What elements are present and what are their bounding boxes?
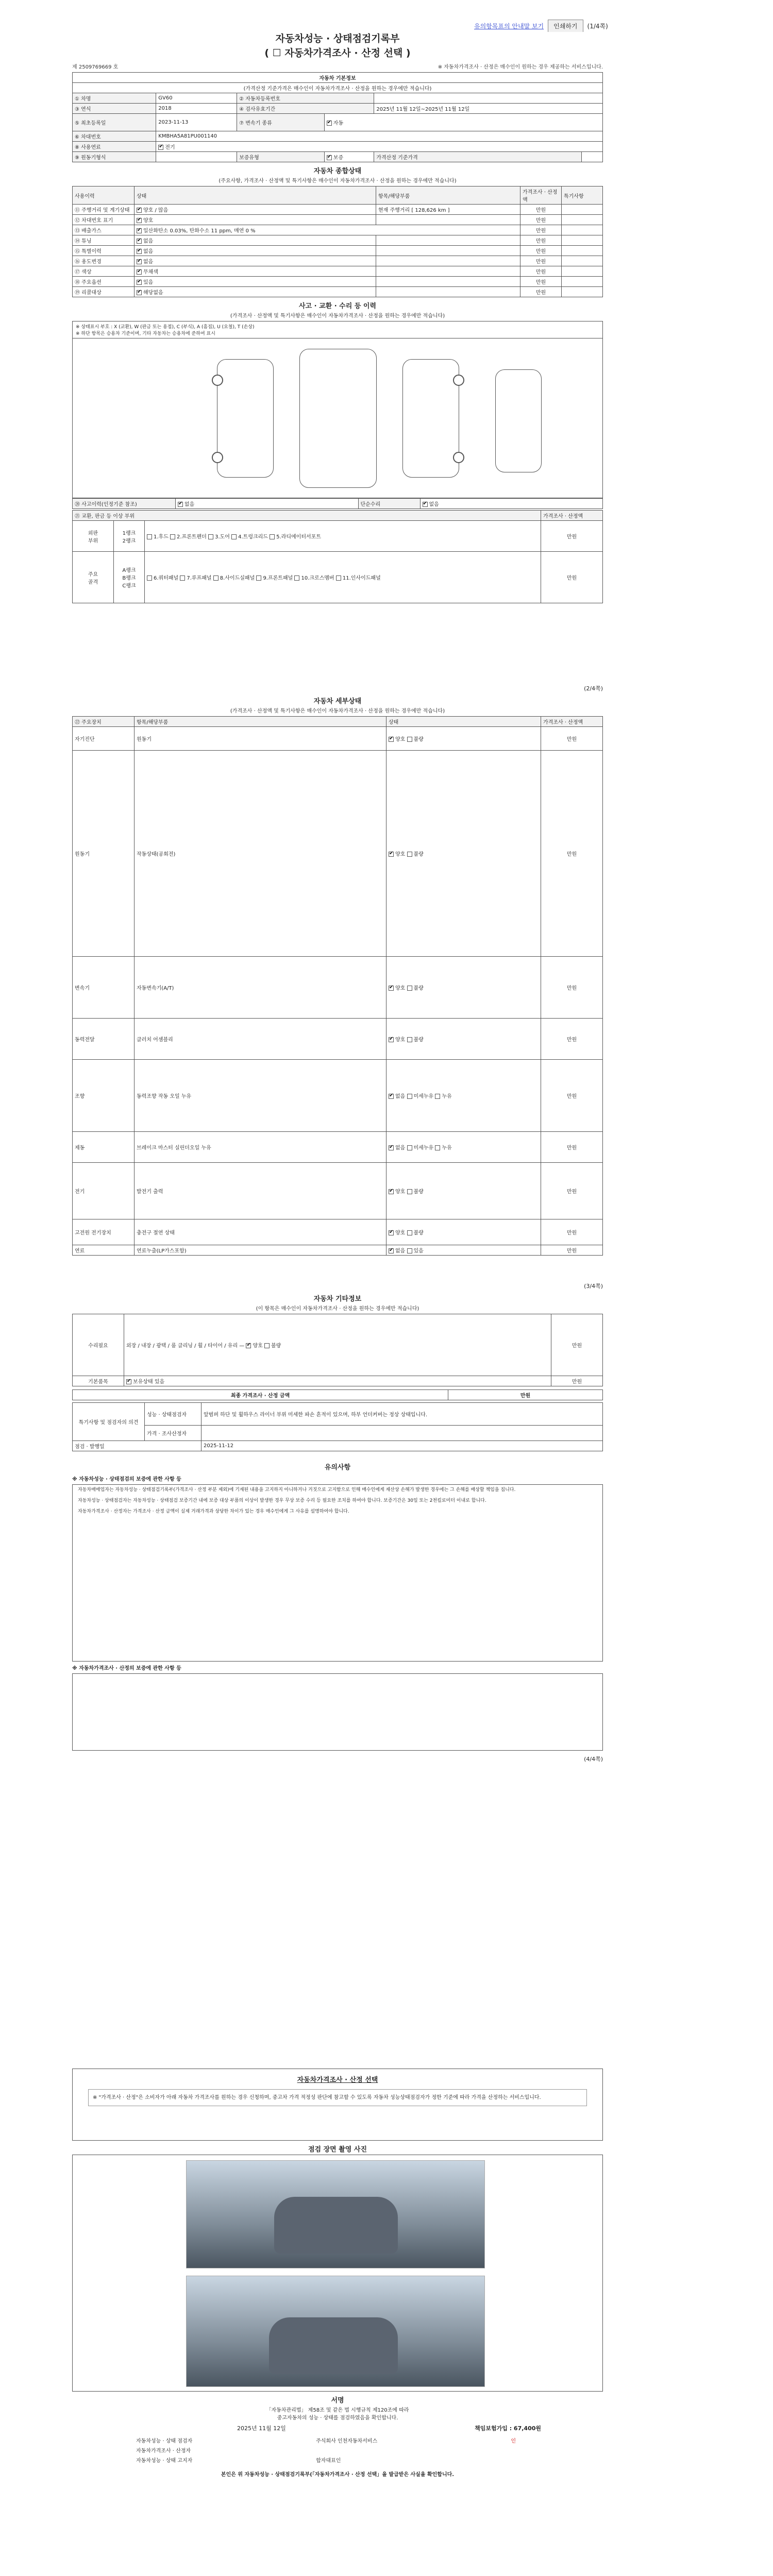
status-table: 사용이력 상태 항목/해당부품 가격조사 · 산정액 특기사항 ⑪ 주행거리 및 계기상태 ✔ 양호 / 많음 현재 주행거리 [ 128,626 km ] 만원 ⑫ 차대번호 표기 ✔ 양호 만원 ⑬ 배출가스 ✔ 일산화탄소 0.03%, 탄화수소 11 ppm, 매연 0 % 만원 ⑭ 튜닝 ✔ 없음 만원 ⑮ 특별이력 ✔ 없음 만원 ⑯ 용도변경 ✔ 없음 만원 ⑰ 색상 ✔ 무채색 만원 ⑱ 주요옵션 ✔ 있음 만원 ⑲ 리콜대상 ✔ 해당없음 만원 <box>72 186 603 297</box>
photo-area <box>72 2155 603 2392</box>
etc-table: 수리필요 외장 / 내장 / 광택 / 룸 클리닝 / 휠 / 타이어 / 유리 — ✔양호 불량 만원 기본품목 ✔ 보유상태 있음 만원 <box>72 1314 603 1386</box>
car-frame <box>495 369 542 472</box>
doc-title: 자동차성능 · 상태점검기록부 <box>275 33 400 44</box>
sign-title: 서명 <box>331 2397 344 2404</box>
car-top <box>299 349 377 488</box>
seal: 인 <box>511 2438 516 2444</box>
page-2-number: (2/4쪽) <box>584 685 603 692</box>
fuel-cell <box>156 142 603 152</box>
basic-info-table <box>72 72 603 162</box>
valid-period: 2025년 11월 12일~2025년 11월 12일 <box>374 104 603 114</box>
special-label: 특기사항 및 점검자의 의견 <box>73 1403 145 1441</box>
sign-date-row <box>72 2421 603 2435</box>
accident-legend: ※ 상태표시 부호 : X (교환), W (판금 또는 용접), C (부식), A (흠집), U (요철), T (손상) <box>76 325 255 330</box>
fee-label: 책임보험가입 : 67,400원 <box>475 2425 541 2432</box>
doc-number: 제 2509769669 호 <box>72 64 119 70</box>
accident-legend-2: ※ 하단 항목은 승용차 기준이며, 기타 자동차는 승용차에 준하여 표시 <box>76 331 215 336</box>
issue-date: 2025-11-12 <box>201 1441 603 1451</box>
auto-checkbox <box>327 121 332 126</box>
notice-heading-2: ※ 자동차가격조사 · 산정의 보증에 관한 사항 등 <box>72 1666 181 1671</box>
transmission: 자동 <box>333 121 344 126</box>
status-title: 자동차 종합상태 <box>313 167 362 175</box>
notice-heading-1: ※ 자동차성능 · 상태점검의 보증에 관한 사항 등 <box>72 1477 181 1482</box>
page-1 <box>72 32 603 603</box>
page-4 <box>72 2069 603 2478</box>
page-number: (1/4쪽) <box>587 23 608 30</box>
notice-title: 유의사항 <box>324 1464 351 1471</box>
warranty: 보증 <box>333 155 344 161</box>
doc-line <box>72 62 603 70</box>
footer-text: 본인은 위 자동차성능 · 상태점검기록부(「자동차가격조사 · 산정 선택」을 발급받은 사실을 확인합니다. <box>221 2472 455 2478</box>
basic-title: 자동차 기본정보 <box>73 73 603 83</box>
car-side-right <box>402 359 459 478</box>
page-3 <box>72 1282 603 1763</box>
accident-table: ⑳ 사고이력(인정기준 참조) ✔ 없음 단순수리 ✔ 없음 <box>72 498 603 509</box>
accident-note: (가격조사 · 산정액 및 특기사항은 매수인이 자동차가격조사 · 산정을 원하는 경우에만 적습니다) <box>230 313 445 319</box>
status-note: (주요사항, 가격조사 · 산정액 및 특기사항은 매수인이 자동차가격조사 · 산정을 원하는 경우에만 적습니다) <box>219 178 457 184</box>
page-3-number: (3/4쪽) <box>584 1283 603 1290</box>
car-diagram <box>72 338 603 498</box>
notice-box-1: 자동차매매업자는 자동차성능 · 상태점검기록부(가격조사 · 산정 부분 제외)에 기재된 내용을 고지하지 아니하거나 거짓으로 고지함으로 인해 매수인에게 재산상 손해가 발생한 경우에는 그 손해를 배상할 책임을 집니다. 자동차성능 · 상태점검자는 자동차성능 · 상태점검 보증기간 내에 보증 대상 부품의 이상이 발생한 경우 무상 보증 수리 등 필요한 조치를 하여야 합니다. 보증기간은 30일 또는 2천킬로미터 이내로 합니다. 자동차가격조사 · 산정자는 가격조사 · 산정 금액이 실제 거래가격과 상당한 차이가 있는 경우 매수인에게 그 사유를 설명하여야 합니다. <box>72 1484 603 1662</box>
label-trans: ⑦ 변속기 종류 <box>237 114 325 131</box>
final-price-title: 최종 가격조사 · 산정 금액 <box>73 1390 448 1400</box>
car-no <box>374 93 603 104</box>
fuel: 전기 <box>165 145 175 150</box>
sign-date: 2025년 11월 12일 <box>237 2425 286 2432</box>
detail-title: 자동차 세부상태 <box>313 698 362 705</box>
photo-title: 점검 장면 촬영 사진 <box>308 2146 367 2154</box>
sign-law: 「자동차관리법」 제58조 및 같은 법 시행규칙 제120조에 따라 <box>266 2408 409 2413</box>
doc-subtitle: ( ☐ 자동차가격조사 · 산정 선택 ) <box>264 47 411 59</box>
final-price-table <box>72 1389 603 1400</box>
label-valid: ④ 검사유효기간 <box>237 104 374 114</box>
inspection-photo-rear <box>186 2276 485 2387</box>
label-first-reg: ⑤ 최초등록일 <box>73 114 156 131</box>
top-bar <box>474 20 608 32</box>
etc-note: (이 항목은 매수인이 자동차가격조사 · 산정을 원하는 경우에만 적습니다) <box>256 1306 419 1312</box>
accident-title: 사고 · 교환 · 수리 등 이력 <box>298 302 377 310</box>
special-text: 앞범퍼 하단 및 휠하우스 라이너 부위 미세한 파손 흔적이 있으며, 하부 언더커버는 정상 상태입니다. <box>201 1403 603 1426</box>
year: 2018 <box>156 104 237 114</box>
warranty-checkbox <box>327 155 332 160</box>
car-photo-shape <box>269 2317 398 2374</box>
status-row-0-label: ⑪ 주행거리 및 계기상태 <box>73 205 135 215</box>
accident-legend-box <box>72 321 603 338</box>
sign-table: 자동차성능 · 상태 점검자 주식회사 인천자동차서비스 인 자동차가격조사 · 산정자 자동차성능 · 상태 고지자 합자대표인 <box>134 2435 536 2465</box>
print-button[interactable]: 인쇄하기 <box>548 20 583 32</box>
label-vin: ⑥ 차대번호 <box>73 131 156 142</box>
label-car-no: ② 자동차등록번호 <box>237 93 374 104</box>
car-name: GV60 <box>156 93 237 104</box>
selection-title: 자동차가격조사 · 산정 선택 <box>297 2076 378 2084</box>
transmission-cell <box>324 114 602 131</box>
page-4-number: (4/4쪽) <box>584 1756 603 1762</box>
page-2 <box>72 684 603 1256</box>
label-engine: ⑨ 원동기형식 <box>73 152 156 162</box>
sign-law-2: 중고자동차의 성능 · 상태를 점검하였음을 확인합니다. <box>277 2415 398 2421</box>
price-basis <box>582 152 603 162</box>
final-price-unit: 만원 <box>448 1390 603 1400</box>
wheel-icon <box>453 452 464 463</box>
engine <box>156 152 237 162</box>
label-price-basis: 가격산정 기준가격 <box>374 152 582 162</box>
notice-link[interactable]: 유의항목표의 안내말 보기 <box>474 23 544 30</box>
detail-note: (가격조사 · 산정액 및 특기사항은 매수인이 자동차가격조사 · 산정을 원하는 경우에만 적습니다) <box>230 708 445 714</box>
wheel-icon <box>212 375 223 386</box>
label-year: ③ 연식 <box>73 104 156 114</box>
label-warranty: 보증유형 <box>237 152 325 162</box>
basic-note: (가격산정 기준가격은 매수인이 자동차가격조사 · 산정을 원하는 경우에만 적습니다) <box>73 83 603 93</box>
label-car-name: ① 차명 <box>73 93 156 104</box>
car-side-left <box>217 359 274 478</box>
exchange-table: ㉑ 교환, 판금 등 이상 부위 가격조사 · 산정액 외판 부위 1랭크 2랭크 1.후드 2.프론트펜더 3.도어 4.트렁크리드 5.라디에이터서포트 만원 주요 골격 A랭크 B랭크 C랭크 6.쿼터패널 7.루프패널 8.사이드실패널 9.프론트패널 10.크로스멤버 11.인사이드패널 만원 <box>72 510 603 603</box>
special-table: 특기사항 및 점검자의 의견 성능 · 상태점검자 앞범퍼 하단 및 휠하우스 라이너 부위 미세한 파손 흔적이 있으며, 하부 언더커버는 정상 상태입니다. 가격 · 조사산정자 점검 · 발행일 2025-11-12 <box>72 1402 603 1451</box>
first-reg: 2023-11-13 <box>156 114 237 131</box>
etc-title: 자동차 기타정보 <box>313 1295 362 1303</box>
car-photo-shape <box>274 2197 398 2253</box>
wheel-icon <box>453 375 464 386</box>
wheel-icon <box>212 452 223 463</box>
detail-table: ㉒ 주요장치 항목/해당부품 상태 가격조사 · 산정액 자기진단 원동기 ✔ 양호 불량 만원 원동기 작동상태(공회전) ✔ 양호 불량 만원 변속기 자동변속기(A/T) ✔ 양호 불량 만원 동력전달 클러치 어셈블리 ✔ 양호 불량 만원 조향 동력조향 작동 오일 누유 ✔ 없음 미세누유 누유 만원 제동 브레이크 마스터 실린더오일 누유 ✔ 없음 미세누유 누유 만원 전기 발전기 출력 ✔ 양호 불량 만원 고전원 전기장치 충전구 절연 상태 ✔ 양호 불량 만원 연료 연료누출(LP가스포함) ✔ 없음 있음 만원 <box>72 716 603 1256</box>
inspection-photo-front <box>186 2160 485 2268</box>
selection-text: ※ "가격조사 · 산정"은 소비자가 아래 자동차 가격조사를 원하는 경우 신청하며, 중고차 가격 적정성 판단에 참고할 수 있도록 자동차 성능상태점검자가 정한 기준에 따라 가격을 산정하는 서비스입니다. <box>88 2089 587 2106</box>
warranty-cell <box>324 152 374 162</box>
mileage: 128,626 km <box>415 208 446 213</box>
vin: KMBHA5A81PU001140 <box>156 131 603 142</box>
label-fuel: ⑧ 사용연료 <box>73 142 156 152</box>
notice-box-2 <box>72 1673 603 1751</box>
fuel-checkbox <box>158 145 163 150</box>
doc-note: ※ 자동차가격조사 · 산정은 매수인이 원하는 경우 제공하는 서비스입니다. <box>438 64 603 70</box>
selection-box <box>72 2069 603 2141</box>
